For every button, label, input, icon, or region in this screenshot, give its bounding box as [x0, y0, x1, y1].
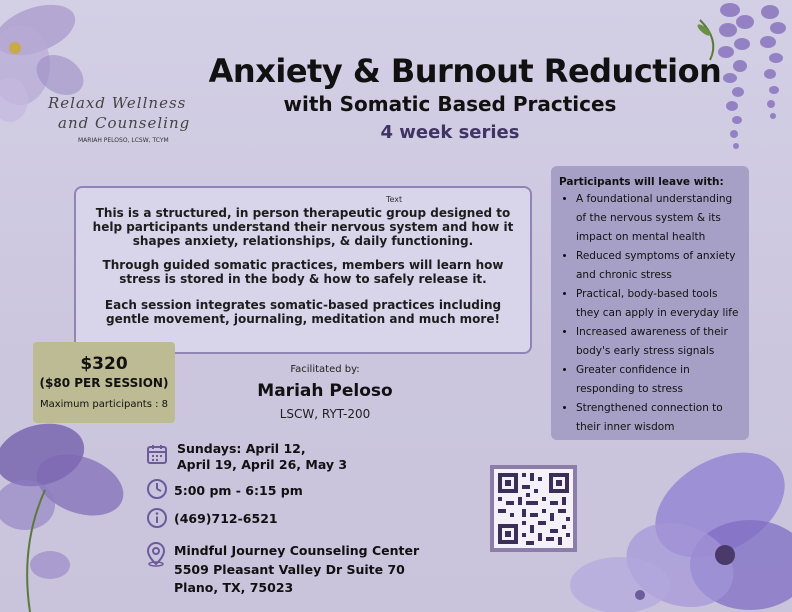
flower-bottom-left-decoration: [0, 415, 150, 612]
list-item-line: their inner wisdom: [576, 421, 675, 433]
location-pin-icon: [145, 541, 167, 567]
flower-bottom-right-decoration: [560, 445, 792, 612]
dates-line-1: Sundays: April 12,: [177, 441, 306, 456]
list-item-line: and chronic stress: [576, 269, 672, 281]
list-item-line: they can apply in everyday life: [576, 307, 739, 319]
description-paragraph-2: Through guided somatic practices, members will learn how stress is stored in the body & how to safely release it.: [102, 258, 504, 286]
list-item: [576, 285, 772, 323]
list-item-line: Reduced symptoms of anxiety: [576, 250, 736, 262]
description-paragraph-3: Each session integrates somatic-based practices including gentle movement, journaling, meditation and much more!: [104, 298, 502, 326]
dates-line-2: April 19, April 26, May 3: [177, 457, 348, 472]
qr-code[interactable]: [490, 465, 577, 552]
participants-list: [556, 190, 772, 437]
price: $320: [80, 354, 128, 374]
series-label: 4 week series: [380, 122, 520, 143]
list-item-line: responding to stress: [576, 383, 683, 395]
list-item: [576, 247, 772, 285]
list-item-line: of the nervous system & its: [576, 212, 721, 224]
phone-number: (469)712-6521: [174, 511, 278, 526]
max-participants: Maximum participants : 8: [39, 399, 169, 410]
description-label: Text: [386, 195, 403, 204]
list-item-line: A foundational understanding: [576, 193, 733, 205]
logo-line-1: Relaxd Wellness: [48, 94, 187, 112]
logo-tagline: MARIAH PELOSO, LCSW, TCYM: [78, 137, 169, 144]
list-item: [576, 190, 772, 247]
participants-title: Participants will leave with:: [559, 176, 724, 188]
clock-icon: [146, 478, 168, 500]
calendar-icon: [146, 443, 168, 465]
list-item-line: impact on mental health: [576, 231, 706, 243]
list-item-line: Increased awareness of their: [576, 326, 728, 338]
facilitator-credentials: LSCW, RYT-200: [279, 407, 371, 421]
logo-line-2: and Counseling: [58, 114, 191, 132]
location-line-1: Mindful Journey Counseling Center: [174, 543, 420, 558]
facilitated-by-label: Facilitated by:: [290, 364, 360, 375]
qr-code-graphic: [490, 465, 577, 552]
price-per-session: ($80 PER SESSION): [39, 376, 169, 390]
list-item: [576, 399, 772, 437]
list-item: [576, 323, 772, 361]
list-item-line: Greater confidence in: [576, 364, 690, 376]
description-paragraph-1: This is a structured, in person therapeutic group designed to help participants understand their nervous system and how it shapes anxiety, relationships, & daily functioning.: [92, 206, 514, 248]
page-subtitle: with Somatic Based Practices: [283, 92, 617, 116]
list-item-line: body's early stress signals: [576, 345, 715, 357]
location-line-3: Plano, TX, 75023: [174, 580, 294, 595]
time: 5:00 pm - 6:15 pm: [174, 483, 303, 498]
facilitator-name: Mariah Peloso: [257, 381, 393, 401]
page-title: Anxiety & Burnout Reduction: [208, 52, 722, 90]
list-item: [576, 361, 772, 399]
list-item-line: Strengthened connection to: [576, 402, 723, 414]
info-icon: [146, 507, 168, 529]
location-line-2: 5509 Pleasant Valley Dr Suite 70: [174, 562, 405, 577]
list-item-line: Practical, body-based tools: [576, 288, 718, 300]
